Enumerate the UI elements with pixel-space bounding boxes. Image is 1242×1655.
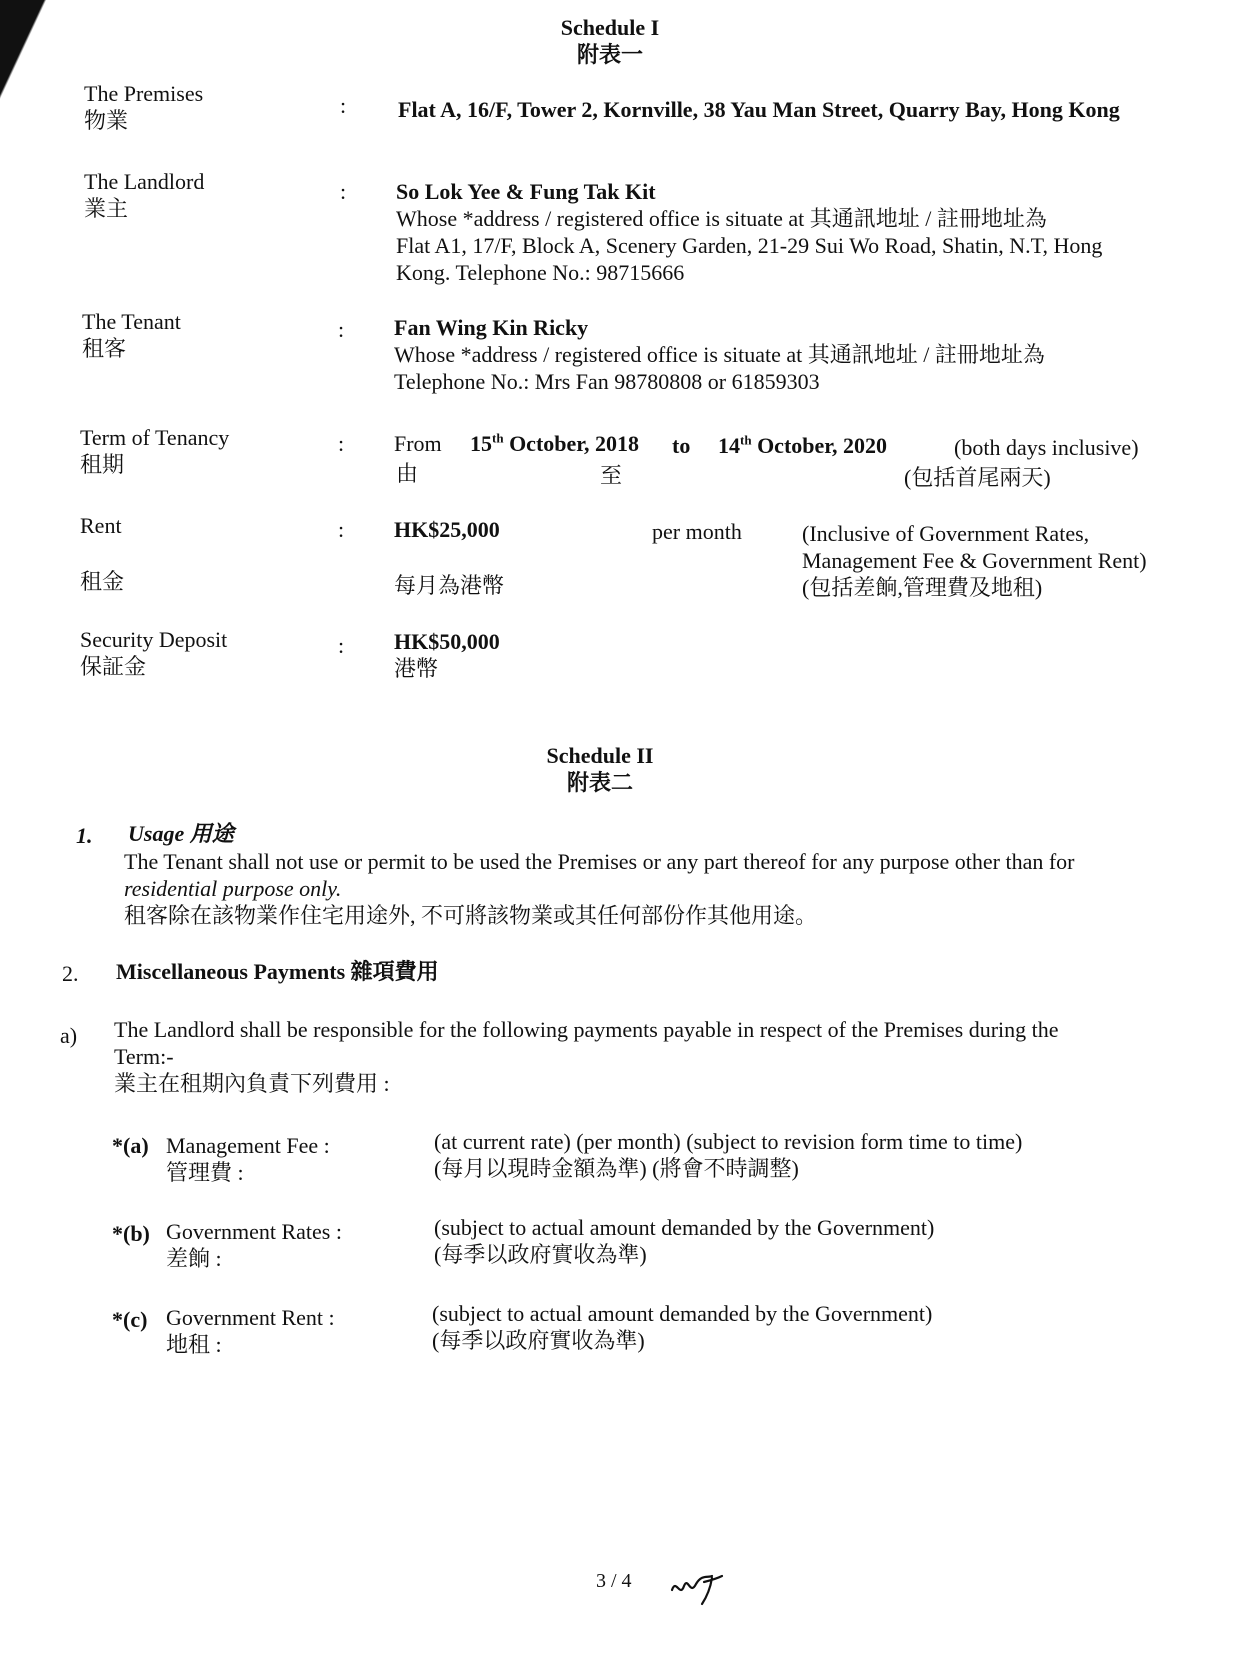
term-colon: : bbox=[338, 431, 345, 456]
premises-label bbox=[84, 80, 203, 134]
item-c-desc-zh: (每季以政府實收為準) bbox=[432, 1328, 645, 1353]
term-start-suffix: th bbox=[492, 430, 504, 446]
scan-shadow bbox=[0, 0, 60, 120]
item-a-marker: *(a) bbox=[112, 1133, 149, 1158]
schedule-2-title-zh: 附表二 bbox=[566, 770, 633, 795]
item-b-label-en: Government Rates : bbox=[166, 1219, 342, 1244]
schedule-2-title-en: Schedule II bbox=[546, 743, 654, 768]
tenant-phone: Telephone No.: Mrs Fan 98780808 or 61859303 bbox=[394, 369, 820, 394]
tenant-address-line-1: Whose *address / registered office is situate at 其通訊地址 / 註冊地址為 bbox=[394, 342, 1045, 367]
term-label-zh: 租期 bbox=[80, 452, 125, 477]
premises-value: Flat A, 16/F, Tower 2, Kornville, 38 Yau Man Street, Quarry Bay, Hong Kong bbox=[398, 97, 1120, 122]
misc-sub-line-2: Term:- bbox=[114, 1044, 174, 1069]
tenant-details bbox=[394, 314, 1045, 395]
item-c-marker: *(c) bbox=[112, 1307, 148, 1332]
rent-colon: : bbox=[338, 517, 345, 542]
item-b-label bbox=[166, 1218, 342, 1272]
item-c-desc-en: (subject to actual amount demanded by the Government) bbox=[432, 1301, 933, 1326]
usage-heading: Usage 用途 bbox=[128, 821, 234, 846]
deposit-colon: : bbox=[338, 633, 345, 658]
term-from: From bbox=[394, 431, 442, 456]
item-c-label bbox=[166, 1304, 335, 1358]
item-a-desc bbox=[434, 1128, 1022, 1182]
premises-colon: : bbox=[340, 93, 347, 118]
usage-line-zh: 租客除在該物業作住宅用途外, 不可將該物業或其任何部份作其他用途。 bbox=[124, 903, 818, 928]
landlord-details bbox=[396, 178, 1102, 286]
rent-label-en: Rent bbox=[80, 513, 122, 538]
deposit-currency-zh: 港幣 bbox=[394, 656, 439, 681]
term-start-day: 15 bbox=[470, 431, 492, 456]
landlord-colon: : bbox=[340, 179, 347, 204]
item-b-desc-en: (subject to actual amount demanded by the Government) bbox=[434, 1215, 935, 1240]
term-to-zh: 至 bbox=[600, 463, 623, 488]
term-start-rest: October, 2018 bbox=[509, 431, 640, 456]
rent-per-month-en: per month bbox=[652, 519, 742, 544]
rent-note bbox=[802, 520, 1147, 601]
rent-note-line-1: (Inclusive of Government Rates, bbox=[802, 521, 1090, 546]
rent-amount: HK$25,000 bbox=[394, 517, 500, 542]
rent-per-month-zh: 每月為港幣 bbox=[394, 573, 505, 598]
item-b-marker: *(b) bbox=[112, 1221, 150, 1246]
term-inclusive-zh: (包括首尾兩天) bbox=[904, 465, 1051, 490]
misc-sub-line-zh: 業主在租期內負責下列費用 : bbox=[114, 1071, 390, 1096]
landlord-address-line-3: Kong. Telephone No.: 98715666 bbox=[396, 260, 685, 285]
schedule-2-title bbox=[470, 742, 730, 796]
misc-sub-line-1: The Landlord shall be responsible for the following payments payable in respect of the Premises during the bbox=[114, 1017, 1059, 1042]
rent-label-zh: 租金 bbox=[80, 569, 125, 594]
landlord-label-zh: 業主 bbox=[84, 196, 129, 221]
landlord-label-en: The Landlord bbox=[84, 169, 205, 194]
term-start-date bbox=[470, 430, 639, 457]
term-end-rest: October, 2020 bbox=[757, 433, 888, 458]
initials-signature bbox=[668, 1568, 728, 1608]
misc-sub-body bbox=[114, 1016, 1059, 1097]
usage-line-1: The Tenant shall not use or permit to be used the Premises or any part thereof for any purpose other than for bbox=[124, 849, 1075, 874]
item-a-label-zh: 管理費 : bbox=[166, 1160, 244, 1185]
schedule-1-title-zh: 附表一 bbox=[576, 42, 643, 67]
schedule-1-title bbox=[480, 14, 740, 68]
usage-number: 1. bbox=[76, 823, 93, 848]
item-b-desc-zh: (每季以政府實收為準) bbox=[434, 1242, 647, 1267]
misc-number: 2. bbox=[62, 961, 79, 986]
deposit-label-en: Security Deposit bbox=[80, 627, 228, 652]
term-inclusive-en: (both days inclusive) bbox=[954, 435, 1139, 460]
tenant-colon: : bbox=[338, 317, 345, 342]
schedule-1-title-en: Schedule I bbox=[560, 15, 660, 40]
item-a-desc-en: (at current rate) (per month) (subject to revision form time to time) bbox=[434, 1129, 1023, 1154]
item-c-label-zh: 地租 : bbox=[166, 1332, 222, 1357]
misc-heading: Miscellaneous Payments 雜項費用 bbox=[116, 959, 439, 984]
tenant-label bbox=[82, 308, 181, 362]
premises-label-zh: 物業 bbox=[84, 108, 129, 133]
item-c-label-en: Government Rent : bbox=[166, 1305, 335, 1330]
item-b-desc bbox=[434, 1214, 934, 1268]
item-a-label-en: Management Fee : bbox=[166, 1133, 330, 1158]
deposit-label-zh: 保証金 bbox=[80, 654, 147, 679]
landlord-name: So Lok Yee & Fung Tak Kit bbox=[396, 179, 656, 204]
premises-label-en: The Premises bbox=[84, 81, 204, 106]
landlord-address-line-1: Whose *address / registered office is situate at 其通訊地址 / 註冊地址為 bbox=[396, 206, 1047, 231]
term-end-suffix: th bbox=[740, 432, 752, 448]
landlord-label bbox=[84, 168, 204, 222]
page-number: 3 / 4 bbox=[596, 1570, 632, 1592]
rent-note-line-2: Management Fee & Government Rent) bbox=[802, 548, 1147, 573]
usage-line-2: residential purpose only. bbox=[124, 876, 342, 901]
term-label bbox=[80, 424, 229, 478]
landlord-address-line-2: Flat A1, 17/F, Block A, Scenery Garden, 21-29 Sui Wo Road, Shatin, N.T, Hong bbox=[396, 233, 1103, 258]
item-b-label-zh: 差餉 : bbox=[166, 1246, 222, 1271]
item-c-desc bbox=[432, 1300, 932, 1354]
term-end-date bbox=[718, 432, 887, 459]
item-a-label bbox=[166, 1132, 330, 1186]
usage-body bbox=[124, 848, 1075, 929]
deposit-amount: HK$50,000 bbox=[394, 629, 500, 654]
term-label-en: Term of Tenancy bbox=[80, 425, 230, 450]
deposit-label bbox=[80, 626, 227, 680]
tenant-label-en: The Tenant bbox=[82, 309, 181, 334]
deposit-value bbox=[394, 628, 500, 682]
tenant-name: Fan Wing Kin Ricky bbox=[394, 315, 589, 340]
tenant-label-zh: 租客 bbox=[82, 336, 127, 361]
rent-note-zh: (包括差餉,管理費及地租) bbox=[802, 575, 1043, 600]
item-a-desc-zh: (每月以現時金額為準) (將會不時調整) bbox=[434, 1156, 799, 1181]
term-end-day: 14 bbox=[718, 433, 740, 458]
term-to: to bbox=[672, 433, 691, 458]
term-from-zh: 由 bbox=[396, 461, 419, 486]
misc-sub-letter: a) bbox=[60, 1023, 78, 1048]
